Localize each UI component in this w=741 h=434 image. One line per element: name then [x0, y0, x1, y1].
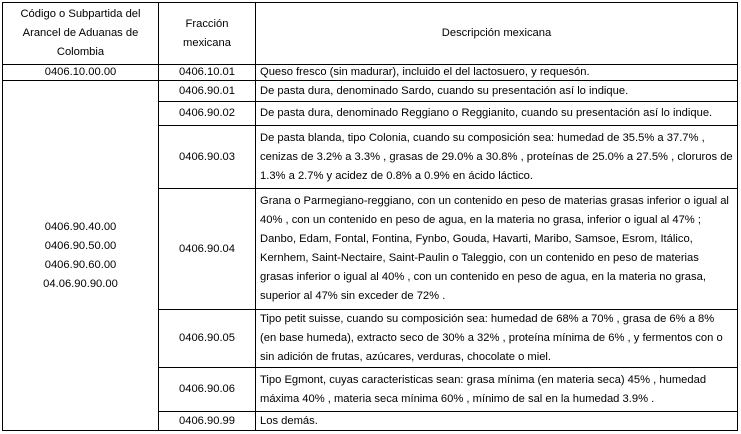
colombia-code-cell: 0406.10.00.00	[3, 65, 159, 81]
fraccion-cell: 0406.90.02	[159, 102, 256, 126]
descripcion-cell: De pasta dura, denominado Sardo, cuando su presentación así lo indique.	[256, 81, 738, 102]
header-colombia-code-line: Arancel de Aduanas de	[22, 27, 139, 39]
colombia-codes-cell	[3, 81, 159, 431]
header-colombia-code-line: Código o Subpartida del	[20, 8, 141, 20]
fraccion-cell: 0406.90.03	[159, 126, 256, 189]
descripcion-cell: Grana o Parmegiano-reggiano, con un contenido en peso de materias grasas inferior o igual al 40% , con un contenido en peso de agua, en la materia no grasa, inferior o igual al 47% ; Danbo, Edam, Fontal, Fontina, Fynbo, Gouda, Havarti, Maribo, Samsoe, Esrom, Itálico, Kernhem, Saint-Nectaire, Saint-Paulin o Taleggio, con un contenido en peso de materias grasas inferior o igual al 40% , con un contenido en peso de agua, en la materia no grasa, superior al 47% sin exceder de 72% .	[256, 189, 738, 310]
table-row	[3, 81, 738, 102]
table-row	[3, 65, 738, 81]
tariff-table	[2, 2, 738, 431]
header-fraccion-line: mexicana	[183, 36, 231, 49]
fraccion-cell: 0406.90.06	[159, 368, 256, 412]
descripcion-cell: Queso fresco (sin madurar), incluido el del lactosuero, y requesón.	[256, 65, 738, 81]
descripcion-cell: Tipo petit suisse, cuando su composición sea: humedad de 68% a 70% , grasa de 6% a 8% (en base humeda), extracto seco de 30% a 32% , proteína mínima de 6% , y fermentos con o sin adición de frutas, azúcares, verduras, chocolate o miel.	[256, 310, 738, 368]
descripcion-cell: De pasta dura, denominado Reggiano o Reggianito, cuando su presentación así lo indique.	[256, 102, 738, 126]
fraccion-cell: 0406.10.01	[159, 65, 256, 81]
fraccion-cell: 0406.90.05	[159, 310, 256, 368]
descripcion-cell: Los demás.	[256, 412, 738, 431]
colombia-code: 0406.90.50.00	[44, 239, 117, 252]
fraccion-cell: 0406.90.01	[159, 81, 256, 102]
colombia-code: 0406.90.40.00	[44, 220, 117, 233]
header-descripcion: Descripción mexicana	[256, 3, 738, 65]
fraccion-cell: 0406.90.99	[159, 412, 256, 431]
header-colombia-code	[3, 3, 159, 65]
colombia-code: 04.06.90.90.00	[43, 277, 118, 290]
fraccion-cell: 0406.90.04	[159, 189, 256, 310]
descripcion-cell: Tipo Egmont, cuyas caracteristicas sean: grasa mínima (en materia seca) 45% , humedad máxima 40% , materia seca mínima 60% , mínimo de sal en la humedad 3.9% .	[256, 368, 738, 412]
header-fraccion	[159, 3, 256, 65]
descripcion-cell: De pasta blanda, tipo Colonia, cuando su composición sea: humedad de 35.5% a 37.7% , cenizas de 3.2% a 3.3% , grasas de 29.0% a 30.8% , proteínas de 25.0% a 27.5% , cloruros de 1.3% a 2.7% y acidez de 0.8% a 0.9% en ácido láctico.	[256, 126, 738, 189]
header-fraccion-line: Fracción	[185, 17, 229, 30]
colombia-code: 0406.90.60.00	[44, 258, 117, 271]
header-row	[3, 3, 738, 65]
header-colombia-code-line: Colombia	[56, 46, 105, 58]
